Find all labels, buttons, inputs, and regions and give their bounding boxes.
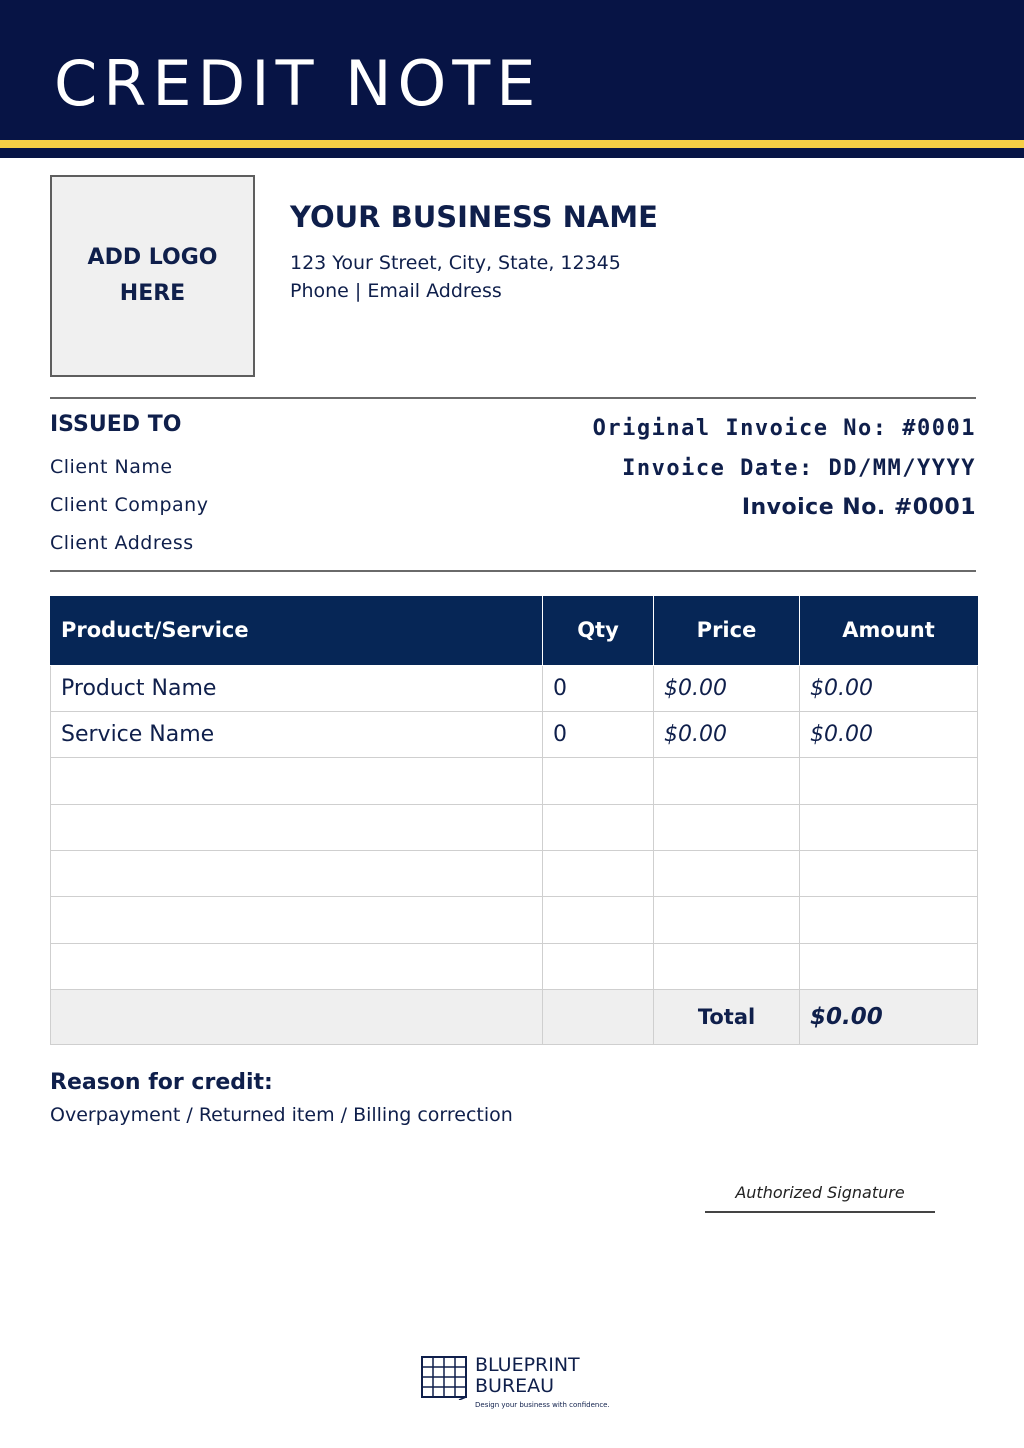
cell-qty[interactable] (543, 804, 654, 850)
table-row (51, 758, 978, 804)
cell-price[interactable]: $0.00 (654, 711, 800, 757)
total-label: Total (654, 990, 800, 1045)
cell-qty[interactable] (543, 943, 654, 989)
signature-label: Authorized Signature (735, 1183, 905, 1202)
total-spacer (51, 990, 543, 1045)
cell-product[interactable] (51, 851, 543, 897)
client-company: Client Company (50, 494, 209, 516)
document-title: CREDIT NOTE (54, 47, 542, 120)
cell-amount[interactable] (800, 851, 978, 897)
business-contact: Phone | Email Address (290, 280, 502, 302)
divider-top (50, 397, 976, 399)
cell-amount[interactable]: $0.00 (800, 711, 978, 757)
cell-price[interactable] (654, 897, 800, 943)
issued-to-title: ISSUED TO (50, 412, 182, 437)
cell-qty[interactable]: 0 (543, 665, 654, 711)
table-total-row (51, 990, 978, 1045)
brand-tagline: Design your business with confidence. (475, 1401, 610, 1409)
cell-qty[interactable] (543, 758, 654, 804)
table-header-row (51, 596, 978, 665)
cell-amount[interactable] (800, 943, 978, 989)
cell-qty[interactable] (543, 897, 654, 943)
table-row (51, 943, 978, 989)
column-header-product: Product/Service (51, 596, 543, 665)
accent-stripe-yellow (0, 140, 1024, 148)
logo-placeholder-text (78, 240, 228, 312)
divider-middle (50, 570, 976, 572)
logo-placeholder-line2: HERE (119, 281, 186, 306)
business-name: YOUR BUSINESS NAME (290, 200, 658, 234)
cell-qty[interactable]: 0 (543, 711, 654, 757)
table-row (51, 711, 978, 757)
table-row (51, 897, 978, 943)
client-address: Client Address (50, 532, 194, 554)
business-address: 123 Your Street, City, State, 12345 (290, 252, 621, 274)
logo-placeholder-line1: ADD LOGO (87, 245, 218, 270)
cell-price[interactable] (654, 851, 800, 897)
accent-stripe-navy (0, 148, 1024, 158)
invoice-number: Invoice No. #0001 (741, 495, 976, 520)
cell-price[interactable]: $0.00 (654, 665, 800, 711)
cell-product[interactable] (51, 897, 543, 943)
cell-product[interactable] (51, 758, 543, 804)
cell-product[interactable] (51, 943, 543, 989)
cell-product[interactable]: Service Name (51, 711, 543, 757)
cell-product[interactable]: Product Name (51, 665, 543, 711)
original-invoice-number: Original Invoice No: #0001 (592, 416, 976, 441)
cell-price[interactable] (654, 758, 800, 804)
cell-product[interactable] (51, 804, 543, 850)
cell-price[interactable] (654, 943, 800, 989)
column-header-qty: Qty (543, 596, 654, 665)
signature-line[interactable] (705, 1211, 935, 1213)
cell-amount[interactable] (800, 804, 978, 850)
blueprint-grid-icon (421, 1356, 467, 1400)
line-items-table (50, 596, 978, 1045)
invoice-date: Invoice Date: DD/MM/YYYY (622, 456, 976, 481)
cell-qty[interactable] (543, 851, 654, 897)
table-row (51, 851, 978, 897)
total-value: $0.00 (800, 990, 978, 1045)
brand-name (475, 1355, 580, 1397)
brand-name-line2: BUREAU (475, 1375, 555, 1397)
column-header-amount: Amount (800, 596, 978, 665)
reason-text[interactable]: Overpayment / Returned item / Billing correction (50, 1104, 513, 1126)
table-row (51, 665, 978, 711)
cell-price[interactable] (654, 804, 800, 850)
client-name: Client Name (50, 456, 173, 478)
cell-amount[interactable] (800, 758, 978, 804)
total-spacer (543, 990, 654, 1045)
cell-amount[interactable]: $0.00 (800, 665, 978, 711)
table-row (51, 804, 978, 850)
logo-placeholder[interactable] (50, 175, 255, 377)
brand-name-line1: BLUEPRINT (475, 1354, 580, 1376)
reason-title: Reason for credit: (50, 1070, 273, 1095)
cell-amount[interactable] (800, 897, 978, 943)
column-header-price: Price (654, 596, 800, 665)
